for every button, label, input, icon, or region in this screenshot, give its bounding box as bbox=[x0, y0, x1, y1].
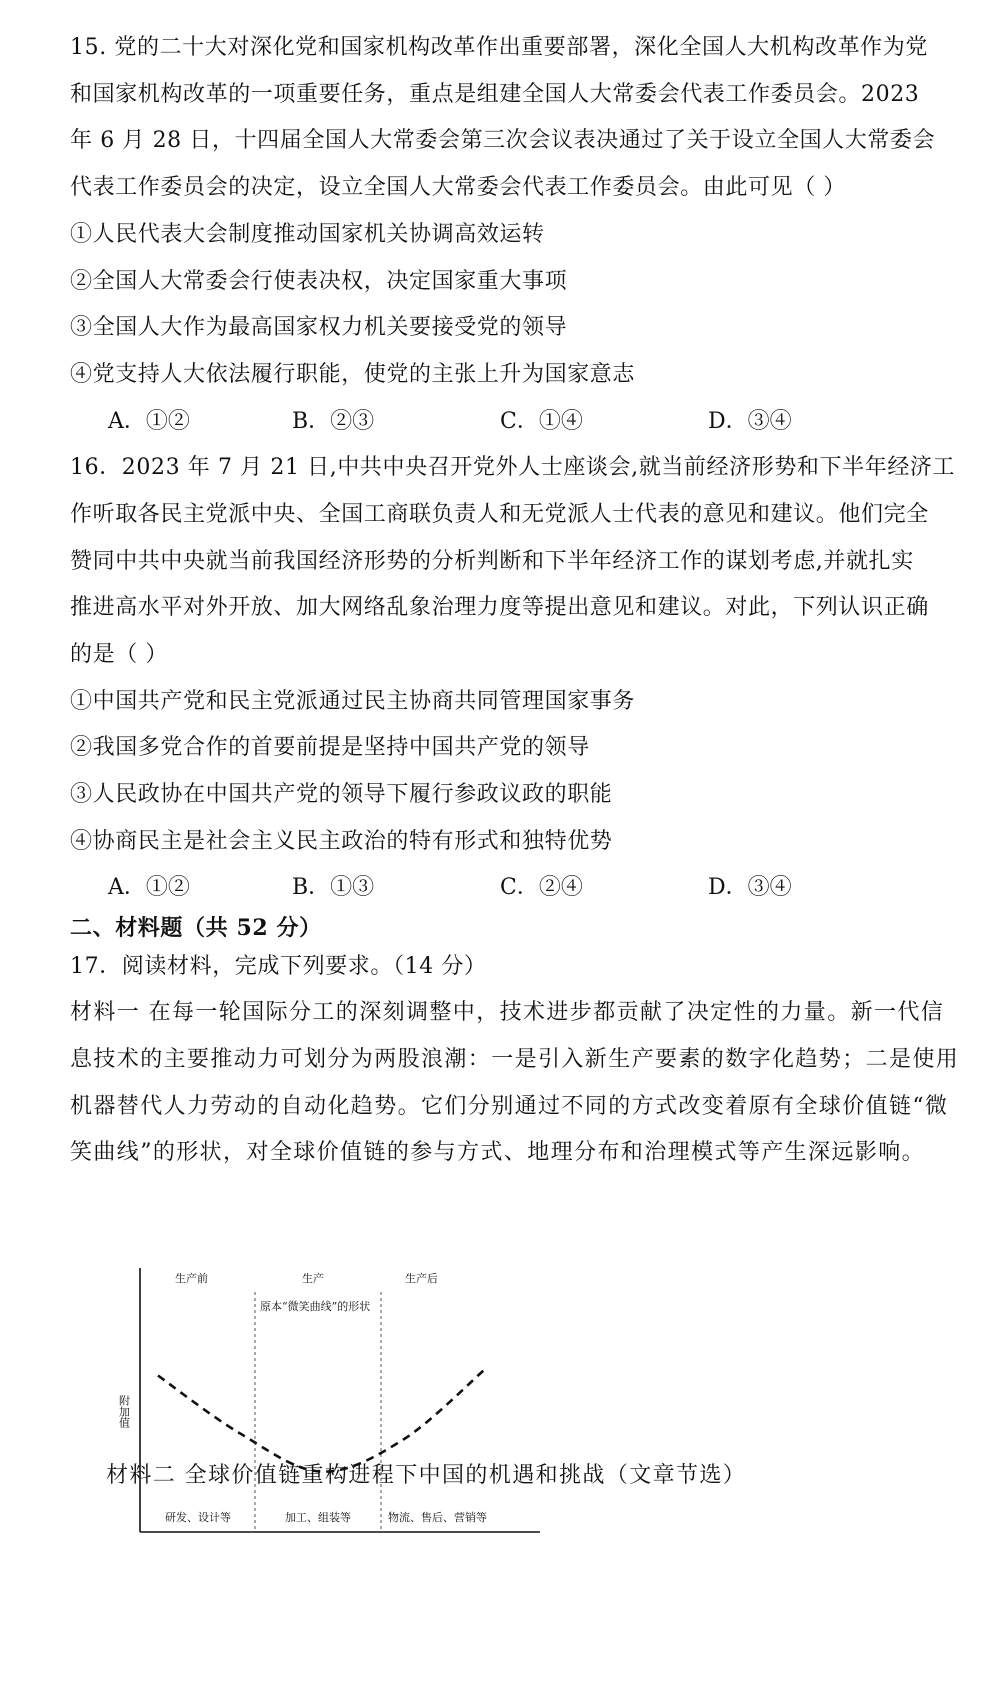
q15-line-1: 15. 党的二十大对深化党和国家机构改革作出重要部署，深化全国人大机构改革作为党 bbox=[70, 35, 928, 60]
q15-choice-d: D．③④ bbox=[708, 409, 792, 434]
stage-label-post: 生产后 bbox=[405, 1272, 438, 1285]
q16-line-5: 的是（ ） bbox=[70, 642, 168, 667]
q15-line-3: 年 6 月 28 日，十四届全国人大常委会第三次会议表决通过了关于设立全国人大常委会 bbox=[70, 128, 936, 153]
q16-option-1: ①中国共产党和民主党派通过民主协商共同管理国家事务 bbox=[70, 689, 636, 714]
q16-line-2: 作听取各民主党派中央、全国工商联负责人和无党派人士代表的意见和建议。他们完全 bbox=[70, 502, 929, 527]
q16-choice-c: C．②④ bbox=[500, 875, 583, 900]
q15-line-4: 代表工作委员会的决定，设立全国人大常委会代表工作委员会。由此可见（ ） bbox=[70, 175, 846, 200]
q15-option-4: ④党支持人大依法履行职能，使党的主张上升为国家意志 bbox=[70, 362, 636, 387]
q15-option-2: ②全国人大常委会行使表决权，决定国家重大事项 bbox=[70, 269, 568, 294]
q15-line-2: 和国家机构改革的一项重要任务，重点是组建全国人大常委会代表工作委员会。2023 bbox=[70, 82, 920, 107]
material1-line-3: 机器替代人力劳动的自动化趋势。它们分别通过不同的方式改变着原有全球价值链“微 bbox=[70, 1094, 949, 1119]
activity-label-2: 加工、组装等 bbox=[285, 1511, 351, 1524]
material1-line-4: 笑曲线”的形状，对全球价值链的参与方式、地理分布和治理模式等产生深远影响。 bbox=[70, 1140, 926, 1165]
q15-option-3: ③全国人大作为最高国家权力机关要接受党的领导 bbox=[70, 315, 568, 340]
q16-choice-a: A．①② bbox=[108, 875, 190, 900]
chart-title: 原本“微笑曲线”的形状 bbox=[260, 1300, 371, 1313]
q16-line-1: 16．2023 年 7 月 21 日,中共中央召开党外人士座谈会,就当前经济形势和下半年经济工 bbox=[70, 455, 956, 480]
material2-title: 材料二 全球价值链重构进程下中国的机遇和挑战（文章节选） bbox=[106, 1463, 747, 1488]
smile-curve-chart bbox=[117, 1260, 550, 1550]
q16-option-2: ②我国多党合作的首要前提是坚持中国共产党的领导 bbox=[70, 735, 590, 760]
q16-choice-b: B．①③ bbox=[292, 875, 375, 900]
stage-label-pre: 生产前 bbox=[175, 1272, 208, 1285]
material1-line-1: 材料一 在每一轮国际分工的深刻调整中，技术进步都贡献了决定性的力量。新一代信 bbox=[70, 1000, 945, 1025]
q16-option-3: ③人民政协在中国共产党的领导下履行参政议政的职能 bbox=[70, 782, 613, 807]
y-axis-label: 附加值 bbox=[117, 1395, 131, 1428]
activity-label-3: 物流、售后、营销等 bbox=[388, 1511, 487, 1524]
stage-label-production: 生产 bbox=[302, 1272, 324, 1285]
section-heading: 二、材料题（共 52 分） bbox=[70, 915, 322, 941]
q17-prompt: 17．阅读材料，完成下列要求。（14 分） bbox=[70, 954, 487, 979]
q15-option-1: ①人民代表大会制度推动国家机关协调高效运转 bbox=[70, 222, 545, 247]
q16-option-4: ④协商民主是社会主义民主政治的特有形式和独特优势 bbox=[70, 829, 613, 854]
q16-line-3: 赞同中共中央就当前我国经济形势的分析判断和下半年经济工作的谋划考虑,并就扎实 bbox=[70, 549, 914, 574]
q16-choice-d: D．③④ bbox=[708, 875, 792, 900]
q15-choice-a: A．①② bbox=[108, 409, 190, 434]
material1-line-2: 息技术的主要推动力可划分为两股浪潮：一是引入新生产要素的数字化趋势；二是使用 bbox=[70, 1047, 960, 1072]
activity-label-1: 研发、设计等 bbox=[165, 1511, 231, 1524]
smile-curve-series bbox=[158, 1369, 485, 1471]
q15-choice-c: C．①④ bbox=[500, 409, 583, 434]
q15-choice-b: B．②③ bbox=[292, 409, 375, 434]
q16-line-4: 推进高水平对外开放、加大网络乱象治理力度等提出意见和建议。对此，下列认识正确 bbox=[70, 595, 929, 620]
